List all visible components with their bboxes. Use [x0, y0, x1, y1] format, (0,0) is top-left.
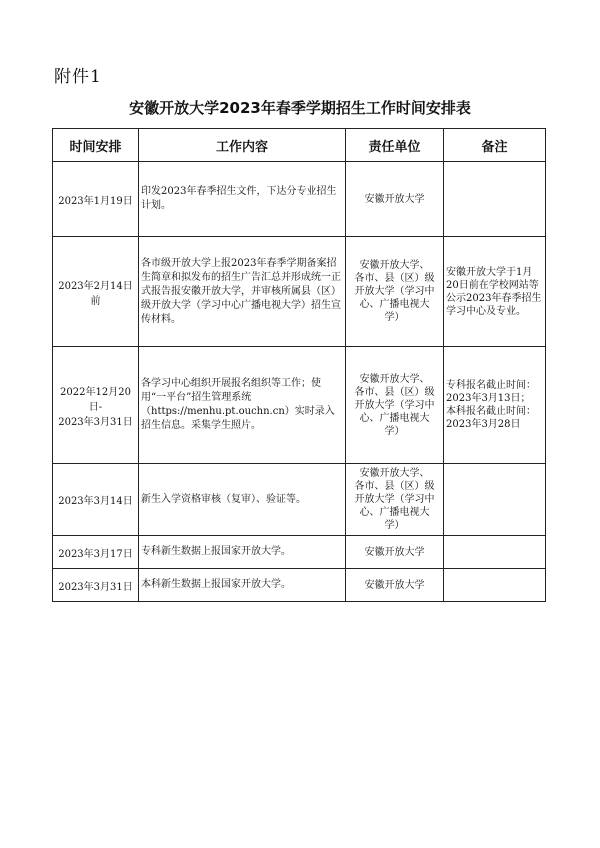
row-time: 2023年3月17日: [53, 536, 139, 569]
row-content: 各市级开放大学上报2023年春季学期备案招生简章和拟发布的招生广告汇总并形成统一正式报告报安徽开放大学，并审核所属县（区）级开放大学（学习中心广播电视大学）招生宣传材料。: [139, 237, 346, 347]
row-note: [444, 536, 546, 569]
row-content: 本科新生数据上报国家开放大学。: [139, 569, 346, 602]
table-row: [53, 347, 546, 464]
row-unit: 安徽开放大学: [346, 569, 444, 602]
table-row: [53, 464, 546, 536]
row-time: 2023年3月31日: [53, 569, 139, 602]
row-unit: 安徽开放大学: [346, 162, 444, 237]
row-time: 2022年12月20日- 2023年3月31日: [53, 347, 139, 464]
schedule-table: [52, 128, 546, 602]
table-row: [53, 569, 546, 602]
table-row: [53, 162, 546, 237]
row-note: [444, 162, 546, 237]
row-note: 专科报名截止时间： 2023年3月13日； 本科报名截止时间： 2023年3月28日: [444, 347, 546, 464]
table-row: [53, 536, 546, 569]
row-time: 2023年2月14日前: [53, 237, 139, 347]
row-time: 2023年1月19日: [53, 162, 139, 237]
row-note: [444, 464, 546, 536]
table-header-row: [53, 129, 546, 162]
header-unit: 责任单位: [346, 129, 444, 162]
row-content: 各学习中心组织开展报名组织等工作；使用“一平台”招生管理系统（https://menhu.pt.ouchn.cn）实时录入招生信息。采集学生照片。: [139, 347, 346, 464]
page-title: 安徽开放大学2023年春季学期招生工作时间安排表: [129, 99, 471, 117]
row-content: 新生入学资格审核（复审）、验证等。: [139, 464, 346, 536]
row-unit: 安徽开放大学: [346, 536, 444, 569]
row-note: 安徽开放大学于1月20日前在学校网站等公示2023年春季招生学习中心及专业。: [444, 237, 546, 347]
attachment-label: 附件1: [54, 67, 102, 87]
row-unit: 安徽开放大学、 各市、县（区）级 开放大学（学习中 心、广播电视大 学）: [346, 237, 444, 347]
header-content: 工作内容: [139, 129, 346, 162]
row-content: 专科新生数据上报国家开放大学。: [139, 536, 346, 569]
row-unit: 安徽开放大学、 各市、县（区）级 开放大学（学习中 心、广播电视大 学）: [346, 347, 444, 464]
row-unit: 安徽开放大学、 各市、县（区）级 开放大学（学习中 心、广播电视大 学）: [346, 464, 444, 536]
row-note: [444, 569, 546, 602]
header-time: 时间安排: [53, 129, 139, 162]
table-row: [53, 237, 546, 347]
header-note: 备注: [444, 129, 546, 162]
row-content: 印发2023年春季招生文件，下达分专业招生计划。: [139, 162, 346, 237]
row-time: 2023年3月14日: [53, 464, 139, 536]
